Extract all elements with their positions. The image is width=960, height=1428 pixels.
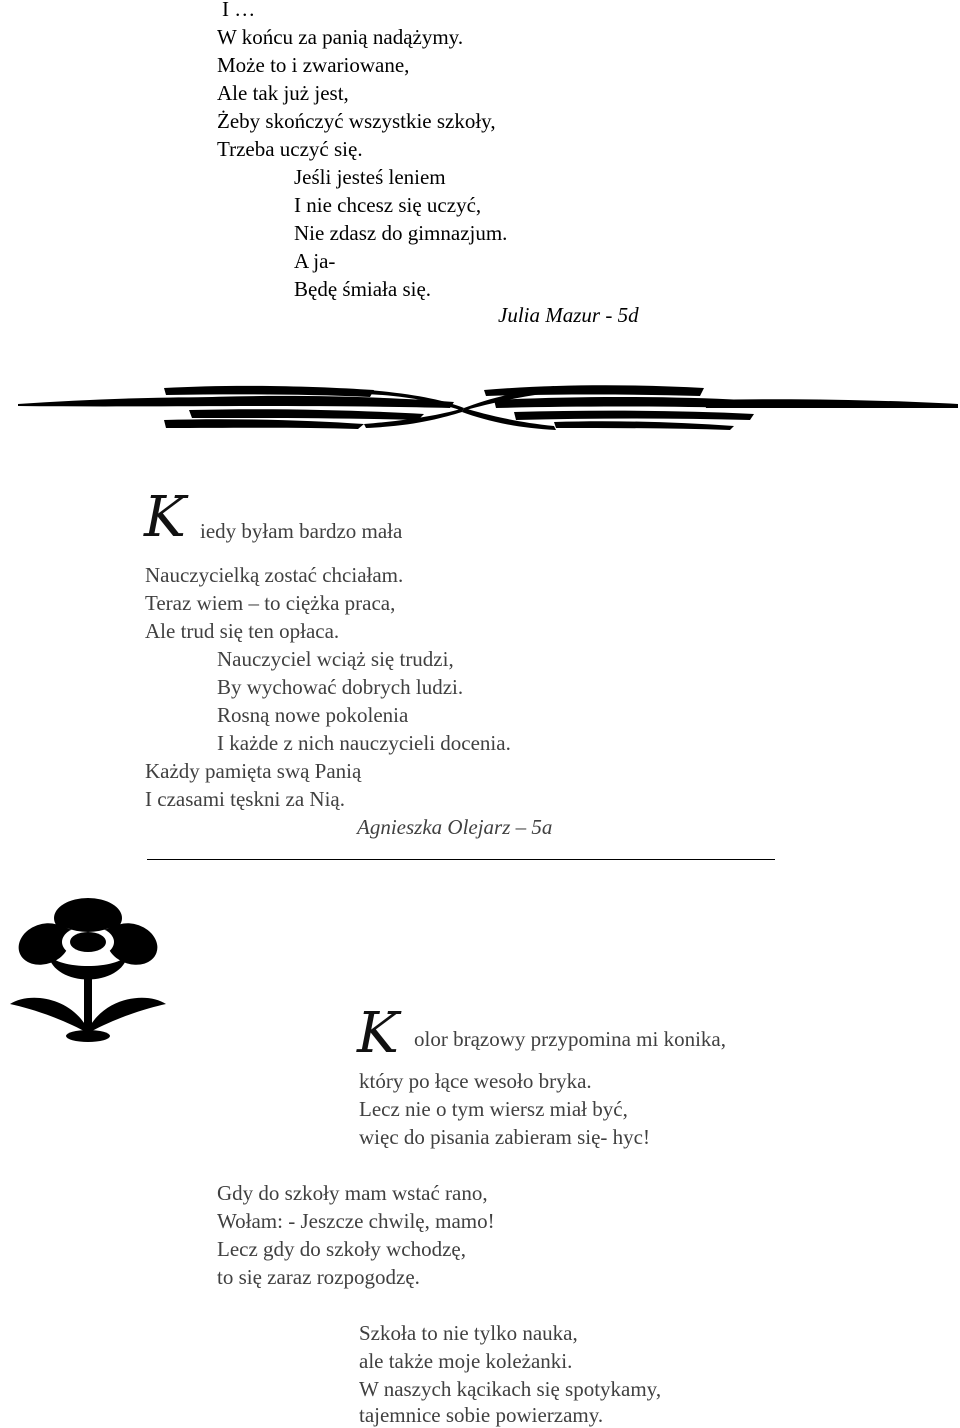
poem-line: Będę śmiała się. (294, 277, 432, 301)
poem-line: ale także moje koleżanki. (359, 1349, 573, 1373)
poem-line: to się zaraz rozpogodzę. (217, 1265, 420, 1289)
poem-line: Nie zdasz do gimnazjum. (294, 221, 508, 245)
poem-line: By wychować dobrych ludzi. (217, 675, 464, 699)
poem-line: A ja- (294, 249, 336, 273)
poem-line: Gdy do szkoły mam wstać rano, (217, 1181, 488, 1205)
poem-line: Szkoła to nie tylko nauka, (359, 1321, 578, 1345)
poem-line: Ale trud się ten opłaca. (145, 619, 340, 643)
poem-line: tajemnice sobie powierzamy. (359, 1403, 604, 1427)
poem-line: który po łące wesoło bryka. (359, 1069, 592, 1093)
drop-cap: K (144, 485, 186, 550)
poem-line: I … (222, 0, 256, 21)
poem-line: Trzeba uczyć się. (217, 137, 363, 161)
ornament-divider-icon (14, 380, 960, 432)
poem-line: olor brązowy przypomina mi konika, (414, 1027, 727, 1051)
poem-line: Nauczycielką zostać chciałam. (145, 563, 404, 587)
drop-cap: K (357, 1001, 399, 1066)
poem-line: Teraz wiem – to ciężka praca, (145, 591, 396, 615)
poem-line: Jeśli jesteś leniem (294, 165, 446, 189)
poem-line: Każdy pamięta swą Panią (145, 759, 362, 783)
poem-line: więc do pisania zabieram się- hyc! (359, 1125, 650, 1149)
poem-line: I każde z nich nauczycieli docenia. (217, 731, 511, 755)
poem-line: Wołam: - Jeszcze chwilę, mamo! (217, 1209, 495, 1233)
poem-line: I nie chcesz się uczyć, (294, 193, 482, 217)
separator-line (147, 859, 775, 860)
poem-line: Ale tak już jest, (217, 81, 349, 105)
poem-line: iedy byłam bardzo mała (200, 519, 403, 543)
poem-author: Agnieszka Olejarz – 5a (357, 815, 553, 839)
poem-line: I czasami tęskni za Nią. (145, 787, 345, 811)
poem-line: Żeby skończyć wszystkie szkoły, (217, 109, 496, 133)
poem-line: Lecz nie o tym wiersz miał być, (359, 1097, 628, 1121)
poem-line: Rosną nowe pokolenia (217, 703, 409, 727)
poem-line: W końcu za panią nadążymy. (217, 25, 464, 49)
poem-line: Nauczyciel wciąż się trudzi, (217, 647, 454, 671)
flower-icon (8, 896, 168, 1046)
poem-line: Może to i zwariowane, (217, 53, 410, 77)
poem-author: Julia Mazur - 5d (498, 303, 639, 327)
poem-line: Lecz gdy do szkoły wchodzę, (217, 1237, 466, 1261)
poem-line: W naszych kącikach się spotykamy, (359, 1377, 662, 1401)
